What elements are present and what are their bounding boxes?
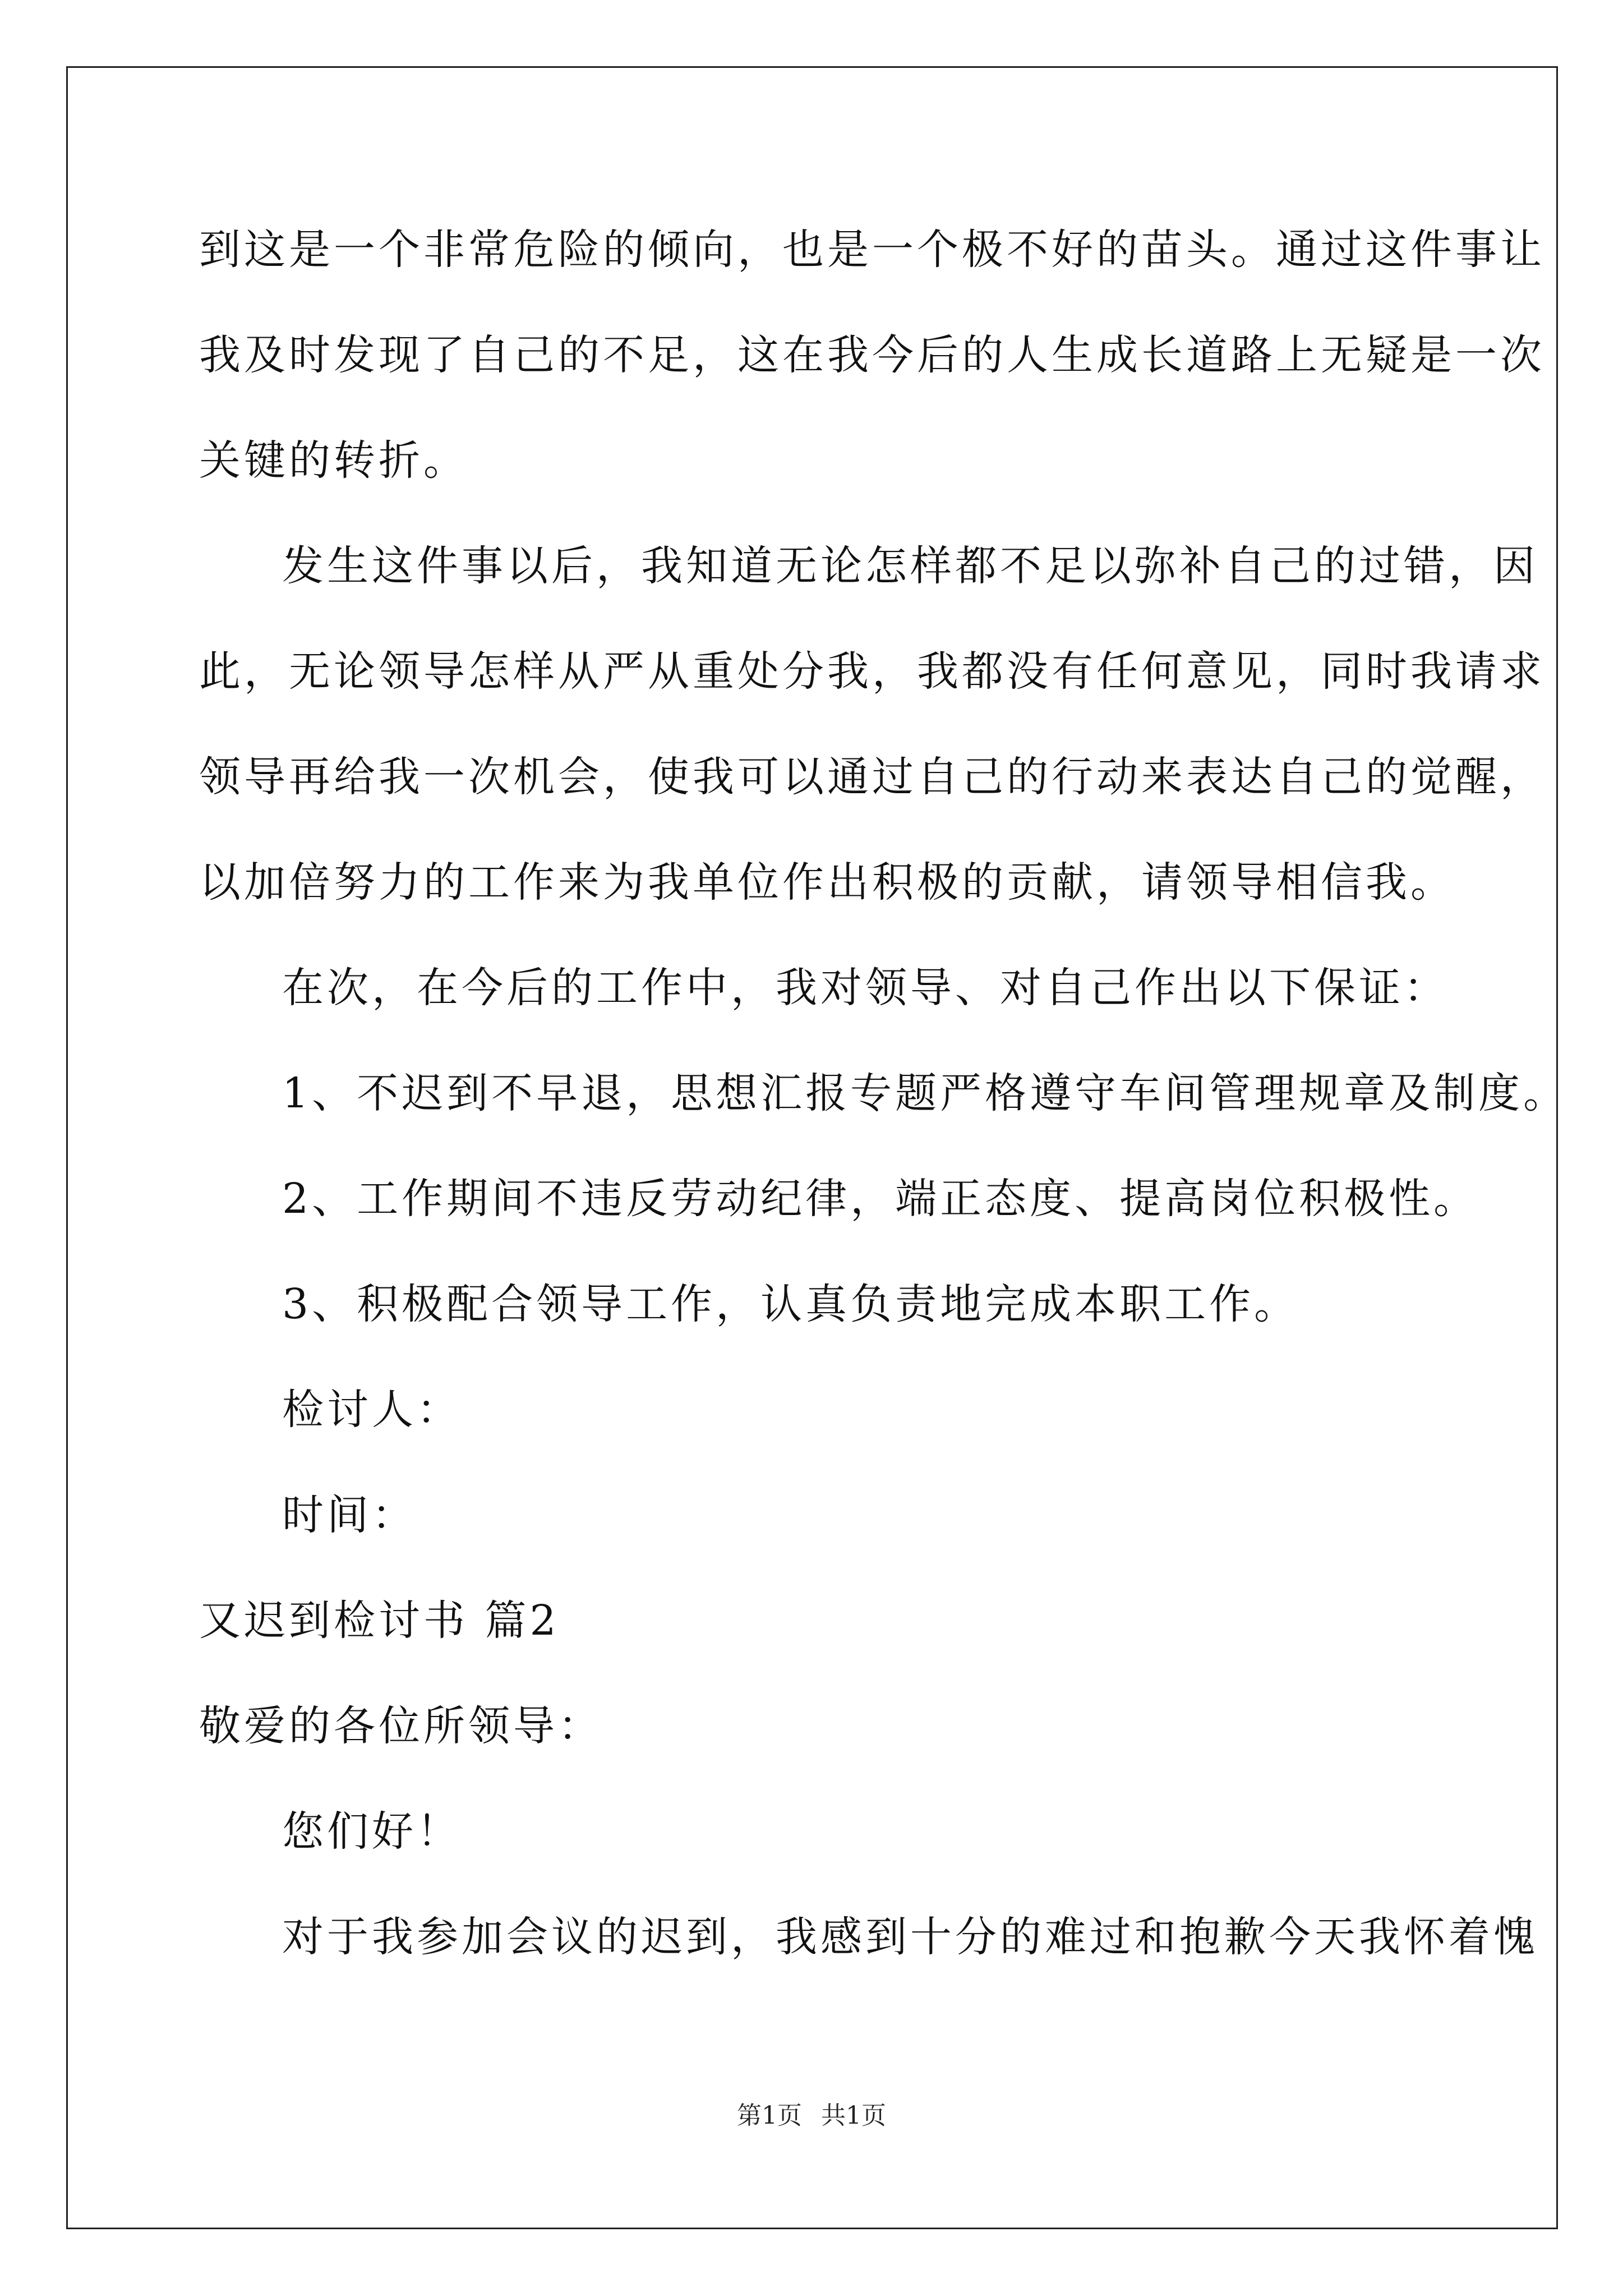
page-total: 共1页: [821, 2101, 886, 2130]
page-footer: [0, 2095, 1623, 2131]
list-item: 2、工作期间不违反劳动纪律，端正态度、提高岗位积极性。: [282, 1175, 1479, 1223]
section-heading: 又迟到检讨书 篇2: [199, 1596, 560, 1645]
text-line: 到这是一个非常危险的倾向，也是一个极不好的苗头。通过这件事让: [199, 226, 1545, 274]
text-line: 此，无论领导怎样从严从重处分我，我都没有任何意见，同时我请求: [199, 647, 1545, 696]
text-line: 领导再给我一次机会，使我可以通过自己的行动来表达自己的觉醒，: [199, 753, 1545, 801]
greeting: 您们好！: [282, 1807, 462, 1856]
text-line: 关键的转折。: [199, 436, 468, 485]
signature-label: 检讨人：: [282, 1386, 462, 1434]
salutation: 敬爱的各位所领导：: [199, 1702, 603, 1750]
page-number: 第1页: [737, 2101, 802, 2130]
list-item: 1、不迟到不早退，思想汇报专题严格遵守车间管理规章及制度。: [282, 1069, 1569, 1117]
paragraph-start: 在次，在今后的工作中，我对领导、对自己作出以下保证：: [282, 964, 1449, 1012]
list-item: 3、积极配合领导工作，认真负责地完成本职工作。: [282, 1280, 1299, 1328]
paragraph-start: 发生这件事以后，我知道无论怎样都不足以弥补自己的过错，因: [282, 542, 1538, 590]
text-line: 我及时发现了自己的不足，这在我今后的人生成长道路上无疑是一次: [199, 331, 1545, 379]
document-body: [199, 219, 1569, 2012]
text-line: 以加倍努力的工作来为我单位作出积极的贡献，请领导相信我。: [199, 858, 1455, 907]
paragraph-start: 对于我参加会议的迟到，我感到十分的难过和抱歉今天我怀着愧: [282, 1913, 1538, 1961]
date-label: 时间：: [282, 1491, 417, 1539]
